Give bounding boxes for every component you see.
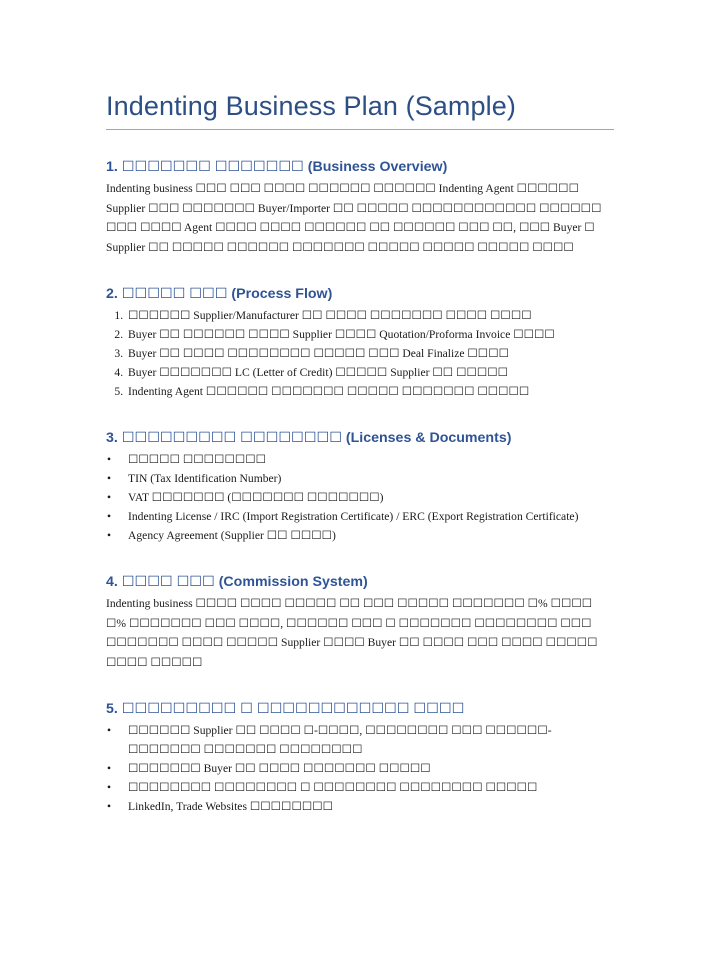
list-item: 3. Buyer ☐☐ ☐☐☐☐ ☐☐☐☐☐☐☐☐ ☐☐☐☐☐ ☐☐☐ Deal Finalize ☐☐☐☐ bbox=[126, 344, 616, 363]
section-heading: 2. ☐☐☐☐☐ ☐☐☐ (Process Flow) bbox=[106, 286, 333, 302]
section-heading: 5. ☐☐☐☐☐☐☐☐☐ ☐ ☐☐☐☐☐☐☐☐☐☐☐☐ ☐☐☐☐ bbox=[106, 701, 465, 717]
bullet-icon: • bbox=[107, 781, 112, 794]
section-licenses-documents bbox=[106, 428, 616, 545]
list-item: 4. Buyer ☐☐☐☐☐☐☐ LC (Letter of Credit) ☐☐☐☐☐ Supplier ☐☐ ☐☐☐☐☐ bbox=[126, 363, 616, 382]
bullet-icon: • bbox=[107, 800, 112, 813]
numbered-list bbox=[106, 306, 616, 401]
section-heading: 1. ☐☐☐☐☐☐☐ ☐☐☐☐☐☐☐ (Business Overview) bbox=[106, 159, 448, 175]
section-heading: 3. ☐☐☐☐☐☐☐☐☐ ☐☐☐☐☐☐☐☐ (Licenses & Documents) bbox=[106, 430, 512, 446]
list-item-text: Indenting License / IRC (Import Registration Certificate) / ERC (Export Registration Certificate) bbox=[128, 510, 579, 523]
list-item-text: TIN (Tax Identification Number) bbox=[128, 472, 282, 485]
section-commission-system bbox=[106, 572, 616, 672]
bullet-list bbox=[106, 721, 616, 816]
list-item-text: ☐☐☐☐☐☐☐ Buyer ☐☐ ☐☐☐☐ ☐☐☐☐☐☐☐ ☐☐☐☐☐ bbox=[128, 762, 431, 775]
bullet-icon: • bbox=[107, 529, 112, 542]
list-item-text: ☐☐☐☐☐☐☐☐ ☐☐☐☐☐☐☐☐ ☐ ☐☐☐☐☐☐☐☐ ☐☐☐☐☐☐☐☐ ☐☐☐☐☐ bbox=[128, 781, 538, 794]
bullet-icon: • bbox=[107, 453, 112, 466]
section-process-flow bbox=[106, 284, 616, 401]
list-item bbox=[107, 778, 616, 797]
list-item bbox=[107, 488, 616, 507]
list-item bbox=[107, 797, 616, 816]
list-item: 5. Indenting Agent ☐☐☐☐☐☐ ☐☐☐☐☐☐☐ ☐☐☐☐☐ ☐☐☐☐☐☐☐ ☐☐☐☐☐ bbox=[126, 382, 616, 401]
section-marketing bbox=[106, 699, 616, 816]
section-paragraph: Indenting business ☐☐☐ ☐☐☐ ☐☐☐☐ ☐☐☐☐☐☐ ☐☐☐☐☐☐ Indenting Agent ☐☐☐☐☐☐ Supplier ☐☐☐ ☐☐☐☐☐☐☐ Buyer/Importer ☐☐ ☐☐☐☐☐ ☐☐☐☐☐☐☐☐☐☐☐☐ ☐☐☐☐☐☐ ☐☐☐ ☐☐☐☐ Agent ☐☐☐☐ ☐☐☐☐ ☐☐☐☐☐☐ ☐☐ ☐☐☐☐☐☐ ☐☐☐ ☐☐, ☐☐☐ Buyer ☐ Supplier ☐☐ ☐☐☐☐☐ ☐☐☐☐☐☐ ☐☐☐☐☐☐☐ ☐☐☐☐☐ ☐☐☐☐☐ ☐☐☐☐☐ ☐☐☐☐ bbox=[106, 182, 602, 254]
list-item: 2. Buyer ☐☐ ☐☐☐☐☐☐ ☐☐☐☐ Supplier ☐☐☐☐ Quotation/Proforma Invoice ☐☐☐☐ bbox=[126, 325, 616, 344]
bullet-icon: • bbox=[107, 510, 112, 523]
bullet-icon: • bbox=[107, 724, 112, 737]
list-item: 1. ☐☐☐☐☐☐ Supplier/Manufacturer ☐☐ ☐☐☐☐ ☐☐☐☐☐☐☐ ☐☐☐☐ ☐☐☐☐ bbox=[126, 306, 616, 325]
bullet-icon: • bbox=[107, 472, 112, 485]
list-item bbox=[107, 507, 616, 526]
list-item-text: ☐☐☐☐☐☐ Supplier ☐☐ ☐☐☐☐ ☐-☐☐☐☐, ☐☐☐☐☐☐☐☐ ☐☐☐ ☐☐☐☐☐☐-☐☐☐☐☐☐☐ ☐☐☐☐☐☐☐ ☐☐☐☐☐☐☐☐ bbox=[128, 724, 552, 756]
bullet-icon: • bbox=[107, 762, 112, 775]
list-item-text: LinkedIn, Trade Websites ☐☐☐☐☐☐☐☐ bbox=[128, 800, 334, 813]
list-item-text: Agency Agreement (Supplier ☐☐ ☐☐☐☐) bbox=[128, 529, 336, 542]
bullet-list bbox=[106, 450, 616, 545]
title-underline bbox=[106, 129, 614, 130]
list-item bbox=[107, 721, 616, 759]
section-heading: 4. ☐☐☐☐ ☐☐☐ (Commission System) bbox=[106, 574, 368, 590]
list-item bbox=[107, 450, 616, 469]
list-item bbox=[107, 526, 616, 545]
list-item-text: ☐☐☐☐☐ ☐☐☐☐☐☐☐☐ bbox=[128, 453, 267, 466]
bullet-icon: • bbox=[107, 491, 112, 504]
document-title: Indenting Business Plan (Sample) bbox=[106, 91, 516, 121]
list-item bbox=[107, 759, 616, 778]
section-paragraph: Indenting business ☐☐☐☐ ☐☐☐☐ ☐☐☐☐☐ ☐☐ ☐☐☐ ☐☐☐☐☐ ☐☐☐☐☐☐☐ ☐% ☐☐☐☐ ☐% ☐☐☐☐☐☐☐ ☐☐☐ ☐☐☐☐, ☐☐☐☐☐☐ ☐☐☐ ☐ ☐☐☐☐☐☐☐ ☐☐☐☐☐☐☐☐ ☐☐☐ ☐☐☐☐☐☐☐ ☐☐☐☐ ☐☐☐☐☐ Supplier ☐☐☐☐ Buyer ☐☐ ☐☐☐☐ ☐☐☐ ☐☐☐☐ ☐☐☐☐☐ ☐☐☐☐ ☐☐☐☐☐ bbox=[106, 597, 598, 669]
list-item-text: VAT ☐☐☐☐☐☐☐ (☐☐☐☐☐☐☐ ☐☐☐☐☐☐☐) bbox=[128, 491, 384, 504]
list-item bbox=[107, 469, 616, 488]
section-business-overview bbox=[106, 157, 616, 257]
